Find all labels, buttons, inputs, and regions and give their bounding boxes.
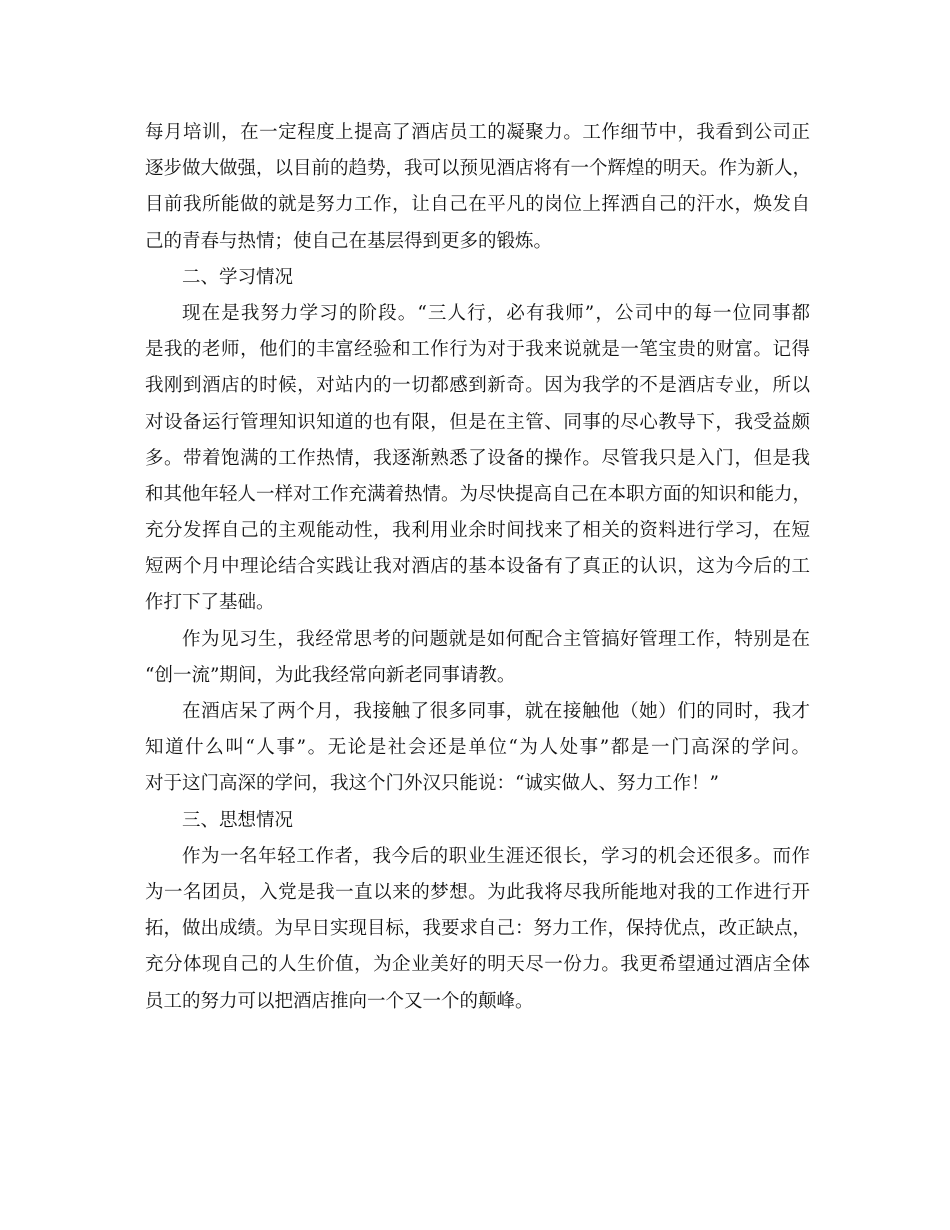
document-body — [145, 115, 810, 1020]
text-line: 现在是我努力学习的阶段。“三人行，必有我师”，公司中的每一位同事都 — [182, 302, 810, 324]
text-line: 在酒店呆了两个月，我接触了很多同事，就在接触他（她）们的同时，我才 — [182, 701, 810, 722]
text-line: “创一流”期间，为此我经常向新老同事请教。 — [145, 664, 516, 686]
text-line: 每月培训，在一定程度上提高了酒店员工的凝聚力。工作细节中，我看到公司正 — [145, 122, 810, 143]
text-line: 作打下了基础。 — [145, 592, 275, 614]
text-line: 充分发挥自己的主观能动性，我利用业余时间找来了相关的资料进行学习，在短 — [145, 520, 810, 542]
text-line: 充分体现自己的人生价值，为企业美好的明天尽一份力。我更希望通过酒店全体 — [145, 954, 810, 976]
text-line: 对于这门高深的学问，我这个门外汉只能说：“诚实做人、努力工作！” — [145, 773, 719, 795]
text-line: 员工的努力可以把酒店推向一个又一个的颠峰。 — [145, 990, 534, 1012]
text-line: 对设备运行管理知识知道的也有限，但是在主管、同事的尽心教导下，我受益颇 — [145, 411, 810, 433]
section-heading: 二、学习情况 — [182, 266, 294, 288]
section-heading: 三、思想情况 — [182, 809, 294, 831]
text-line: 逐步做大做强，以目前的趋势，我可以预见酒店将有一个辉煌的明天。作为新人， — [145, 158, 812, 180]
text-line: 是我的老师，他们的丰富经验和工作行为对于我来说就是一笔宝贵的财富。记得 — [145, 339, 810, 361]
text-line: 作为见习生，我经常思考的问题就是如何配合主管搞好管理工作，特别是在 — [182, 628, 810, 650]
text-line: 多。带着饱满的工作热情，我逐渐熟悉了设备的操作。尽管我只是入门，但是我 — [145, 447, 810, 469]
text-line: 知道什么叫“人事”。无论是社会还是单位“为人处事”都是一门高深的学问。 — [145, 737, 810, 759]
text-line: 拓，做出成绩。为早日实现目标，我要求自己：努力工作，保持优点，改正缺点， — [145, 918, 812, 940]
text-line: 我刚到酒店的时候，对站内的一切都感到新奇。因为我学的不是酒店专业，所以 — [145, 375, 810, 397]
text-line: 目前我所能做的就是努力工作，让自己在平凡的岗位上挥洒自己的汗水，焕发自 — [145, 194, 810, 216]
text-line: 为一名团员，入党是我一直以来的梦想。为此我将尽我所能地对我的工作进行开 — [145, 881, 810, 903]
text-line: 作为一名年轻工作者，我今后的职业生涯还很长，学习的机会还很多。而作 — [182, 845, 810, 867]
text-line: 短两个月中理论结合实践让我对酒店的基本设备有了真正的认识，这为今后的工 — [145, 556, 810, 578]
text-line: 和其他年轻人一样对工作充满着热情。为尽快提高自己在本职方面的知识和能力， — [145, 483, 812, 505]
text-line: 己的青春与热情；使自己在基层得到更多的锻炼。 — [145, 230, 553, 252]
